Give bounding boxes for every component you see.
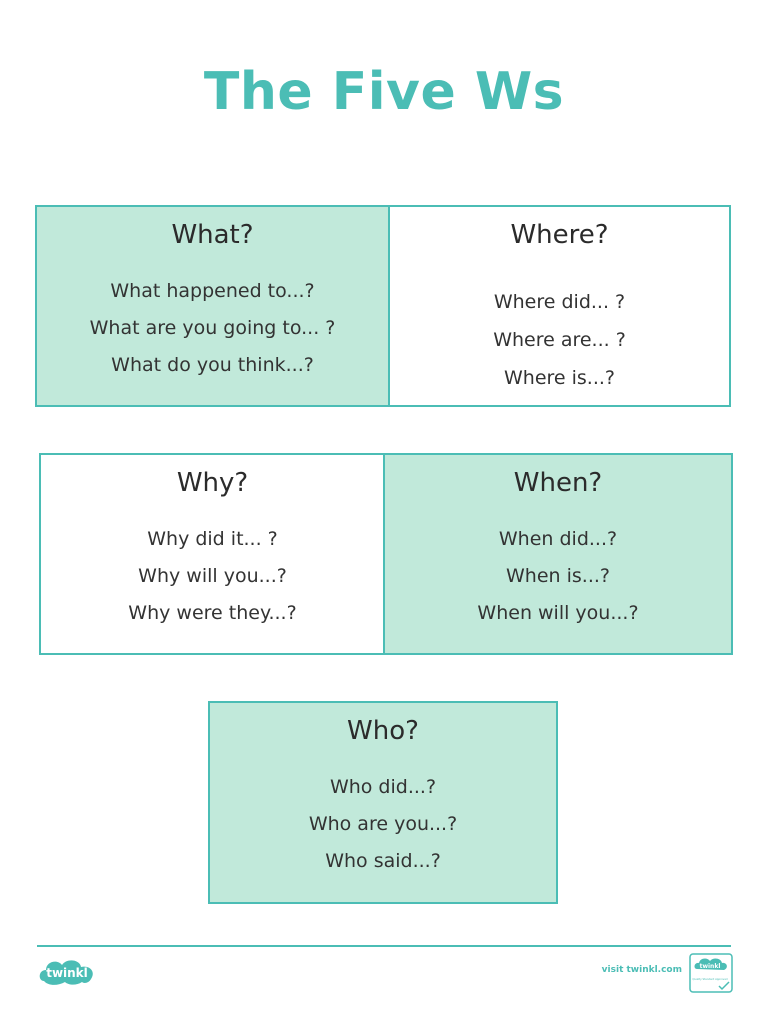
footer-divider: [37, 945, 731, 947]
why-question-list: [41, 521, 384, 632]
where-box: [388, 205, 731, 407]
list-item: Who said...?: [325, 850, 441, 872]
list-item: Where did... ?: [493, 291, 626, 313]
quality-badge-icon: [689, 953, 733, 993]
list-item: Who did...?: [329, 776, 437, 798]
page-title: The Five Ws: [203, 62, 565, 122]
list-item: Where are... ?: [493, 329, 626, 351]
list-item: Where is...?: [503, 367, 616, 389]
who-heading: Who?: [347, 716, 419, 746]
list-item: What are you going to... ?: [89, 317, 336, 339]
list-item: When will you...?: [477, 602, 639, 624]
what-heading: What?: [171, 220, 254, 250]
what-box: [35, 205, 390, 407]
visit-link[interactable]: visit twinkl.com: [601, 965, 682, 975]
where-heading: Where?: [510, 220, 609, 250]
list-item: Who are you...?: [308, 813, 458, 835]
when-heading: When?: [513, 468, 603, 498]
list-item: What do you think...?: [111, 354, 314, 376]
twinkl-logo[interactable]: [38, 955, 98, 987]
list-item: Why will you...?: [138, 565, 287, 587]
when-box: [383, 453, 733, 655]
logo-text: twinkl: [46, 966, 88, 980]
list-item: When did...?: [498, 528, 618, 550]
list-item: Why were they...?: [128, 602, 297, 624]
when-question-list: [385, 521, 731, 632]
list-item: Why did it... ?: [147, 528, 278, 550]
who-box: [208, 701, 558, 904]
where-question-list: [390, 283, 729, 397]
list-item: What happened to...?: [110, 280, 315, 302]
list-item: When is...?: [506, 565, 610, 587]
badge-brand-text: twinkl: [699, 963, 721, 970]
why-heading: Why?: [176, 468, 249, 498]
why-box: [39, 453, 386, 655]
what-question-list: [37, 273, 388, 384]
badge-caption-text: Quality Standard Approved: [692, 978, 728, 981]
who-question-list: [210, 769, 556, 880]
